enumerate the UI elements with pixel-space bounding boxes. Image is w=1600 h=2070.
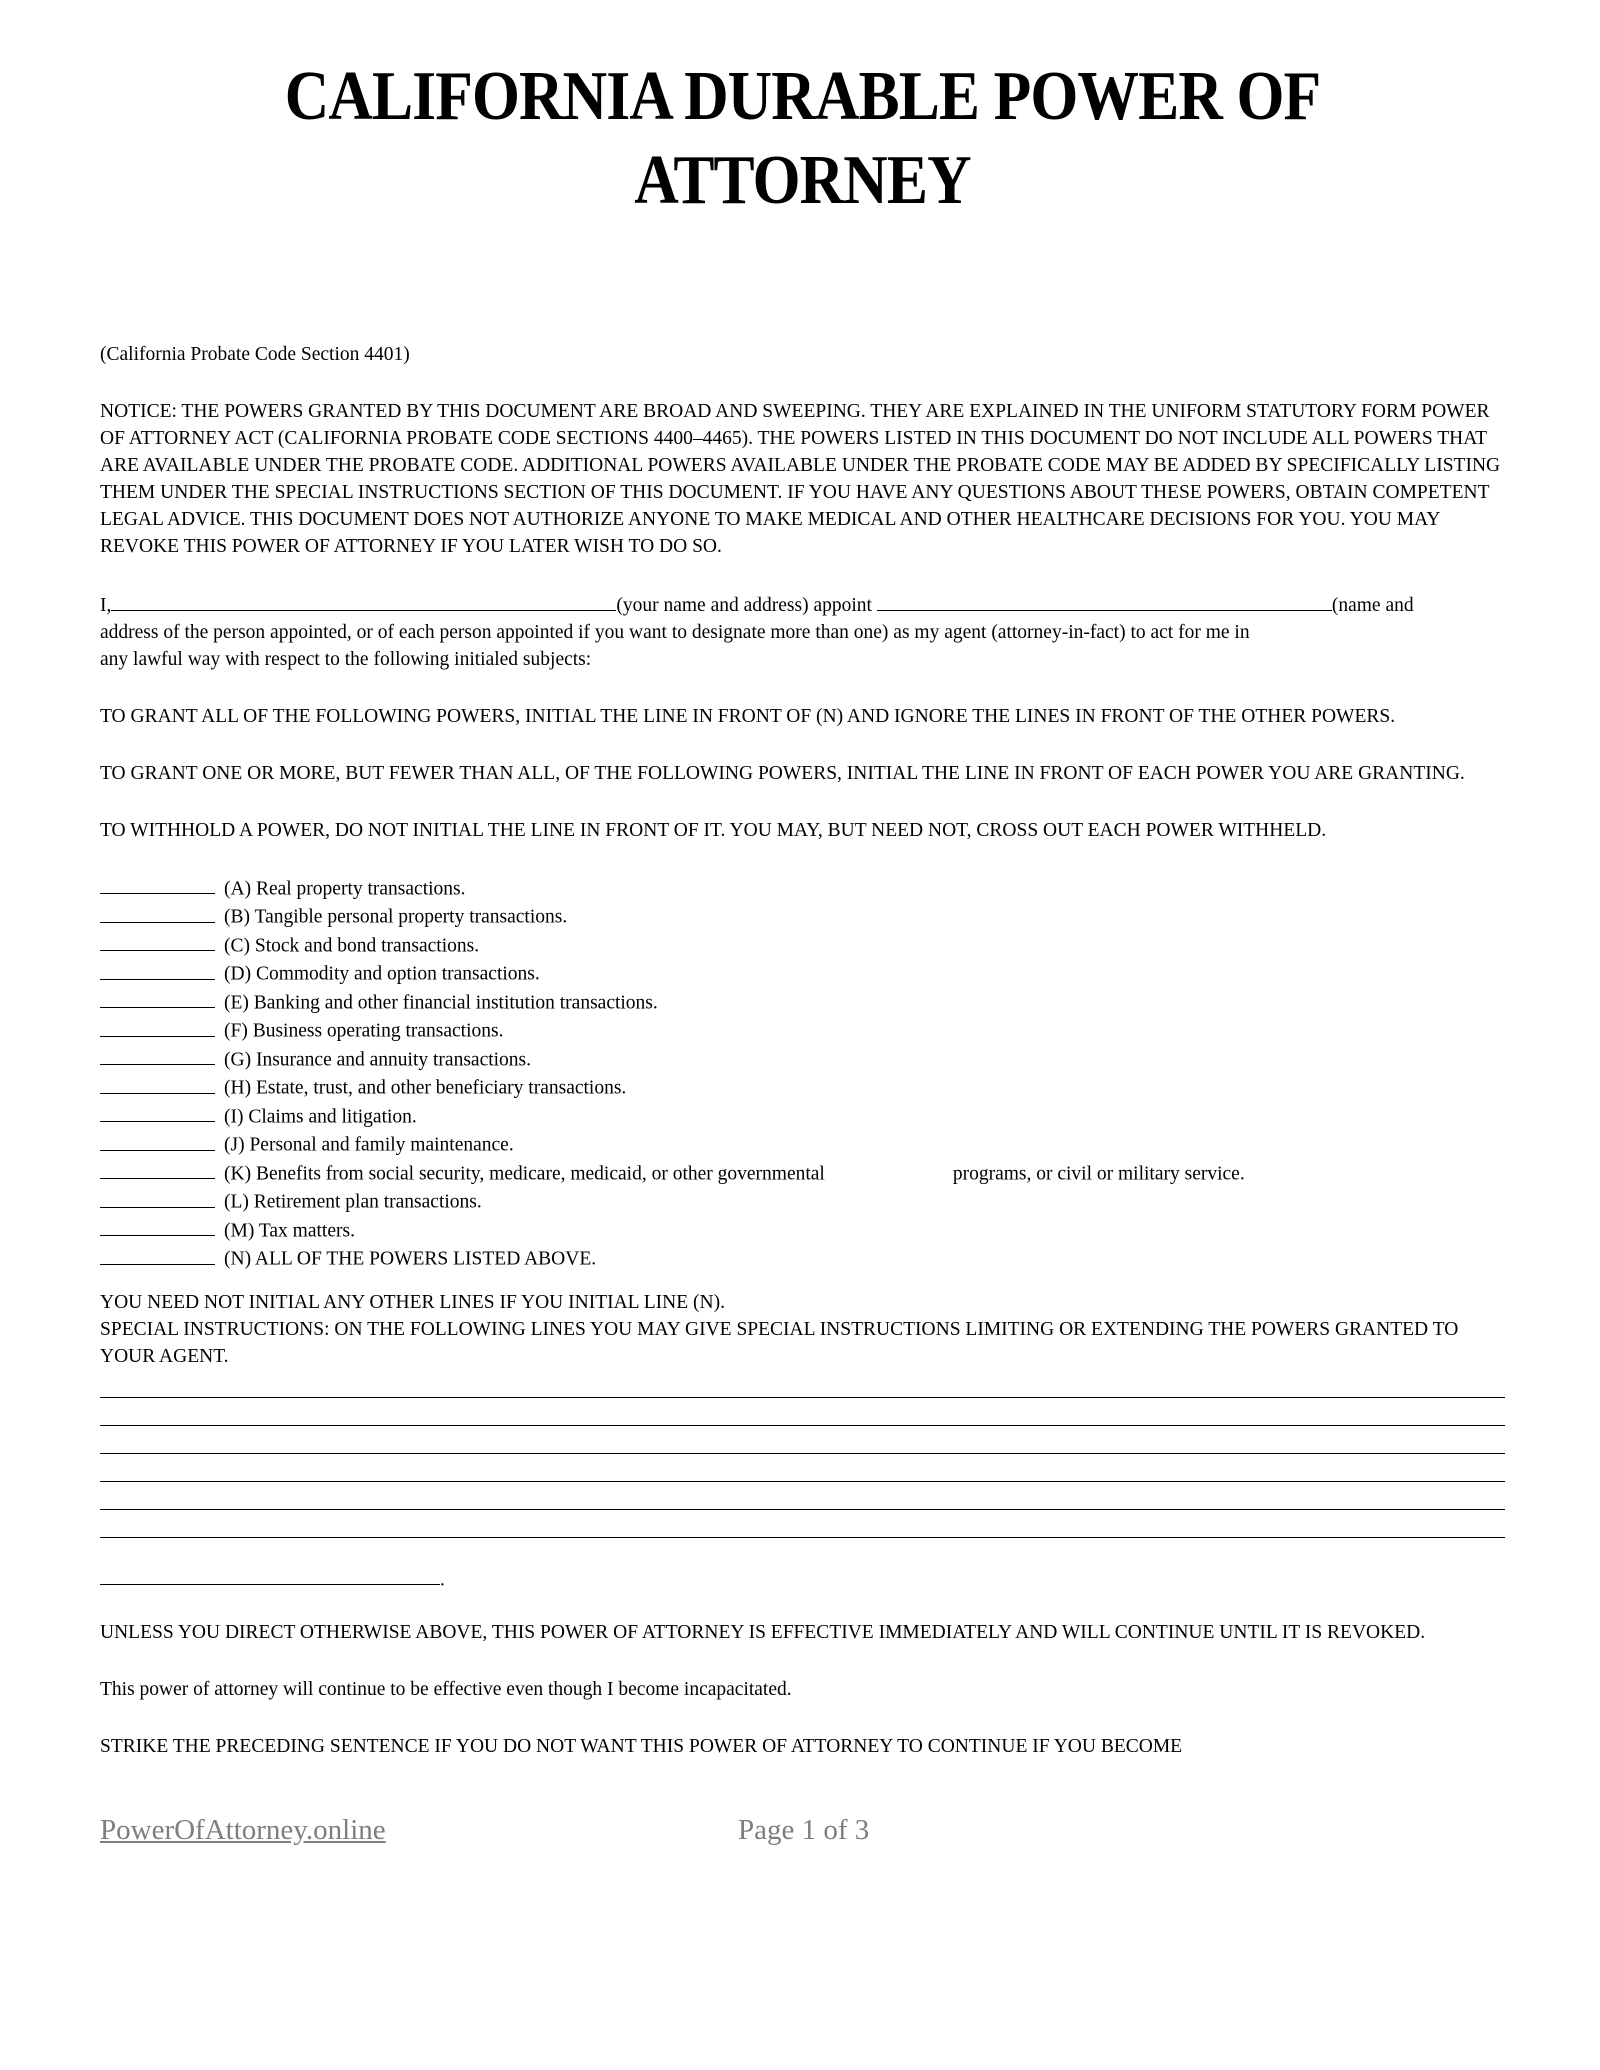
site-link[interactable]: PowerOfAttorney.online xyxy=(100,1814,386,1846)
power-label: (G) Insurance and annuity transactions. xyxy=(224,1049,532,1070)
special-instructions-lines xyxy=(100,1397,1505,1594)
power-label: (D) Commodity and option transactions. xyxy=(224,963,540,985)
probate-code-reference: (California Probate Code Section 4401) xyxy=(100,344,410,365)
special-instruction-short-line-row xyxy=(100,1565,1505,1594)
power-initials-blank xyxy=(100,1216,215,1237)
power-initials-blank xyxy=(100,1187,215,1208)
special-instruction-rule-line xyxy=(100,1509,1505,1510)
power-item xyxy=(100,1216,1505,1245)
power-item xyxy=(100,959,1505,988)
power-initials-blank xyxy=(100,902,215,923)
power-label-continued: programs, or civil or military service. xyxy=(952,1163,1245,1184)
appointment-label-2: (name and xyxy=(1331,594,1414,616)
power-initials-blank xyxy=(100,959,215,980)
power-label: (I) Claims and litigation. xyxy=(224,1106,417,1127)
power-label: (H) Estate, trust, and other beneficiary transactions. xyxy=(224,1077,627,1099)
power-label: (L) Retirement plan transactions. xyxy=(224,1191,482,1213)
power-label: (F) Business operating transactions. xyxy=(224,1020,504,1042)
power-label: (A) Real property transactions. xyxy=(224,878,466,899)
special-instruction-rule-line xyxy=(100,1425,1505,1426)
power-item xyxy=(100,1130,1505,1159)
power-initials-blank xyxy=(100,1102,215,1123)
page-number: Page 1 of 3 xyxy=(738,1814,870,1846)
power-initials-blank xyxy=(100,931,215,952)
special-instruction-rule-line xyxy=(100,1397,1505,1398)
power-item xyxy=(100,1244,1505,1273)
notice-paragraph: NOTICE: THE POWERS GRANTED BY THIS DOCUMENT ARE BROAD AND SWEEPING. THEY ARE EXPLAINED IN THE UNIFORM STATUTORY FORM POWER OF ATTORNEY ACT (CALIFORNIA PROBATE CODE SECTIONS 4400–4465). THE POWERS LISTED IN THIS DOCUMENT DO NOT INCLUDE ALL POWERS THAT ARE AVAILABLE UNDER THE PROBATE CODE. ADDITIONAL POWERS AVAILABLE UNDER THE PROBATE CODE MAY BE ADDED BY SPECIFICALLY LISTING THEM UNDER THE SPECIAL INSTRUCTIONS SECTION OF THIS DOCUMENT. IF YOU HAVE ANY QUESTIONS ABOUT THESE POWERS, OBTAIN COMPETENT LEGAL ADVICE. THIS DOCUMENT DOES NOT AUTHORIZE ANYONE TO MAKE MEDICAL AND OTHER HEALTHCARE DECISIONS FOR YOU. YOU MAY REVOKE THIS POWER OF ATTORNEY IF YOU LATER WISH TO DO SO. xyxy=(100,401,1501,557)
appointment-intro: I, xyxy=(100,594,112,616)
power-label: (B) Tangible personal property transactions. xyxy=(224,906,568,928)
power-item xyxy=(100,1073,1505,1102)
effective-paragraph: UNLESS YOU DIRECT OTHERWISE ABOVE, THIS POWER OF ATTORNEY IS EFFECTIVE IMMEDIATELY AND WILL CONTINUE UNTIL IT IS REVOKED. xyxy=(100,1622,1426,1643)
special-instructions-heading: SPECIAL INSTRUCTIONS: ON THE FOLLOWING LINES YOU MAY GIVE SPECIAL INSTRUCTIONS LIMITING OR EXTENDING THE POWERS GRANTED TO YOUR AGENT. xyxy=(100,1318,1459,1367)
grant-some-paragraph: TO GRANT ONE OR MORE, BUT FEWER THAN ALL, OF THE FOLLOWING POWERS, INITIAL THE LINE IN FRONT OF EACH POWER YOU ARE GRANTING. xyxy=(100,762,1465,784)
power-label: (C) Stock and bond transactions. xyxy=(224,935,480,956)
special-instruction-short-blank xyxy=(100,1565,440,1586)
powers-list xyxy=(100,874,1505,1273)
power-initials-blank xyxy=(100,1159,215,1180)
power-item xyxy=(100,1187,1505,1216)
document-title-line1: CALIFORNIA DURABLE POWER OF xyxy=(284,58,1321,135)
power-item xyxy=(100,1102,1505,1131)
power-item xyxy=(100,902,1505,931)
power-item xyxy=(100,988,1505,1017)
appointment-line1 xyxy=(100,595,1414,616)
power-initials-blank xyxy=(100,1073,215,1094)
power-label: (J) Personal and family maintenance. xyxy=(224,1134,514,1156)
power-item xyxy=(100,874,1505,903)
initial-note: YOU NEED NOT INITIAL ANY OTHER LINES IF YOU INITIAL LINE (N). xyxy=(100,1291,725,1313)
document-title xyxy=(100,55,1505,223)
power-initials-blank xyxy=(100,1045,215,1066)
special-instruction-rule-line xyxy=(100,1537,1505,1538)
appointment-paragraph xyxy=(100,590,1505,673)
special-instruction-rule-line xyxy=(100,1453,1505,1454)
grant-all-paragraph: TO GRANT ALL OF THE FOLLOWING POWERS, INITIAL THE LINE IN FRONT OF (N) AND IGNORE THE LINES IN FRONT OF THE OTHER POWERS. xyxy=(100,705,1396,727)
power-initials-blank xyxy=(100,1244,215,1265)
durability-sentence: This power of attorney will continue to be effective even though I become incapacitated. xyxy=(100,1679,792,1700)
power-label: (N) ALL OF THE POWERS LISTED ABOVE. xyxy=(224,1248,597,1270)
power-initials-blank xyxy=(100,874,215,895)
power-initials-blank xyxy=(100,1016,215,1037)
page-footer xyxy=(100,1812,1505,1848)
power-item xyxy=(100,931,1505,960)
withhold-paragraph: TO WITHHOLD A POWER, DO NOT INITIAL THE LINE IN FRONT OF IT. YOU MAY, BUT NEED NOT, CROSS OUT EACH POWER WITHHELD. xyxy=(100,819,1327,841)
principal-name-address-blank xyxy=(111,590,616,611)
power-item xyxy=(100,1016,1505,1045)
special-instruction-rule-line xyxy=(100,1481,1505,1482)
strike-note-paragraph: STRIKE THE PRECEDING SENTENCE IF YOU DO NOT WANT THIS POWER OF ATTORNEY TO CONTINUE IF YOU BECOME xyxy=(100,1736,1183,1757)
document-title-line2: ATTORNEY xyxy=(634,142,971,219)
power-initials-blank xyxy=(100,988,215,1009)
appointment-line3: any lawful way with respect to the following initialed subjects: xyxy=(100,648,592,670)
power-label: (M) Tax matters. xyxy=(224,1220,355,1241)
power-initials-blank xyxy=(100,1130,215,1151)
power-label: (E) Banking and other financial institution transactions. xyxy=(224,992,658,1013)
power-item xyxy=(100,1045,1505,1074)
agent-name-address-blank xyxy=(877,590,1332,611)
power-label: (K) Benefits from social security, medicare, medicaid, or other governmental xyxy=(224,1163,825,1184)
special-instruction-line-terminator: . xyxy=(440,1569,445,1590)
power-item xyxy=(100,1159,1505,1188)
appointment-label-1: (your name and address) appoint xyxy=(616,594,872,616)
appointment-line2: address of the person appointed, or of each person appointed if you want to designate more than one) as my agent (attorney-in-fact) to act for me in xyxy=(100,621,1250,643)
